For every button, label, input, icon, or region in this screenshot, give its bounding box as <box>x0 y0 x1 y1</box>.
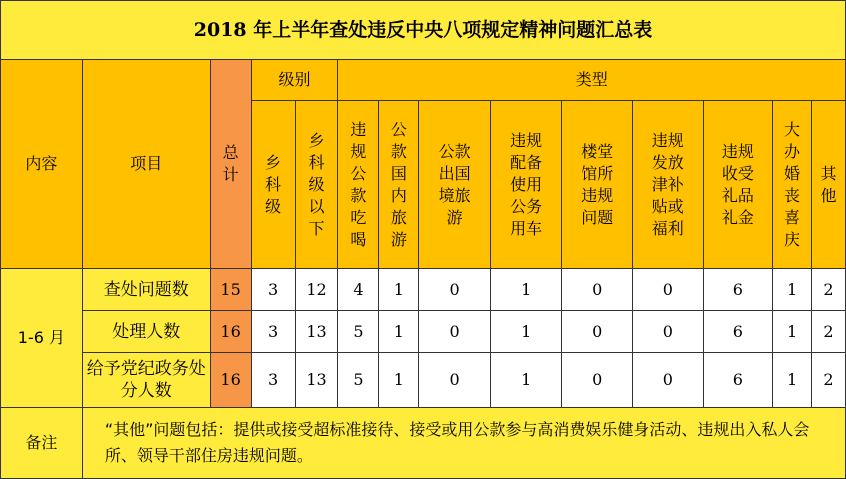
data-cell: 1 <box>379 269 419 311</box>
header-type-4: 违规配备使用公务用车 <box>490 101 562 269</box>
header-level-group: 级别 <box>251 60 338 101</box>
data-cell: 1 <box>773 353 812 408</box>
data-cell: 6 <box>703 353 773 408</box>
row-label: 处理人数 <box>82 311 210 353</box>
header-type-1: 违规公款吃喝 <box>338 101 379 269</box>
data-cell: 1 <box>773 311 812 353</box>
period-cell: 1-6 月 <box>1 269 83 408</box>
header-level-township: 乡科级 <box>251 101 295 269</box>
total-cell: 15 <box>210 269 251 311</box>
data-cell: 12 <box>295 269 338 311</box>
data-cell: 0 <box>633 269 704 311</box>
data-cell: 0 <box>562 311 633 353</box>
data-cell: 0 <box>633 311 704 353</box>
data-cell: 5 <box>338 311 379 353</box>
data-cell: 1 <box>490 353 562 408</box>
data-cell: 0 <box>562 269 633 311</box>
data-cell: 1 <box>490 311 562 353</box>
table-row <box>1 269 846 311</box>
total-cell: 16 <box>210 353 251 408</box>
total-cell: 16 <box>210 311 251 353</box>
remarks-label: 备注 <box>1 408 83 479</box>
header-type-3: 公款出国境旅游 <box>419 101 491 269</box>
header-content: 内容 <box>1 60 83 269</box>
header-total: 总计 <box>210 60 251 269</box>
data-cell: 3 <box>251 353 295 408</box>
data-cell: 13 <box>295 353 338 408</box>
table-row <box>1 353 846 408</box>
data-cell: 0 <box>419 269 491 311</box>
data-cell: 1 <box>773 269 812 311</box>
data-cell: 3 <box>251 311 295 353</box>
data-cell: 1 <box>379 311 419 353</box>
data-cell: 0 <box>633 353 704 408</box>
remarks-text: “其他”问题包括：提供或接受超标准接待、接受或用公款参与高消费娱乐健身活动、违规出入私人会所、领导干部住房违规问题。 <box>82 408 845 479</box>
data-cell: 2 <box>812 269 846 311</box>
data-cell: 0 <box>562 353 633 408</box>
header-type-8: 大办婚丧喜庆 <box>773 101 812 269</box>
data-cell: 0 <box>419 311 491 353</box>
data-cell: 2 <box>812 353 846 408</box>
data-cell: 1 <box>490 269 562 311</box>
data-cell: 6 <box>703 269 773 311</box>
header-type-9: 其他 <box>812 101 846 269</box>
data-cell: 2 <box>812 311 846 353</box>
header-type-group: 类型 <box>338 60 846 101</box>
header-type-5: 楼堂馆所违规问题 <box>562 101 633 269</box>
data-cell: 3 <box>251 269 295 311</box>
data-cell: 1 <box>379 353 419 408</box>
row-label: 给予党纪政务处分人数 <box>82 353 210 408</box>
data-cell: 4 <box>338 269 379 311</box>
table-title: 2018 年上半年查处违反中央八项规定精神问题汇总表 <box>1 1 846 60</box>
data-cell: 6 <box>703 311 773 353</box>
header-project: 项目 <box>82 60 210 269</box>
table-row <box>1 311 846 353</box>
header-type-2: 公款国内旅游 <box>379 101 419 269</box>
data-cell: 13 <box>295 311 338 353</box>
header-type-7: 违规收受礼品礼金 <box>703 101 773 269</box>
data-cell: 5 <box>338 353 379 408</box>
header-level-below: 乡科级以下 <box>295 101 338 269</box>
header-type-6: 违规发放津补贴或福利 <box>633 101 704 269</box>
row-label: 查处问题数 <box>82 269 210 311</box>
data-cell: 0 <box>419 353 491 408</box>
